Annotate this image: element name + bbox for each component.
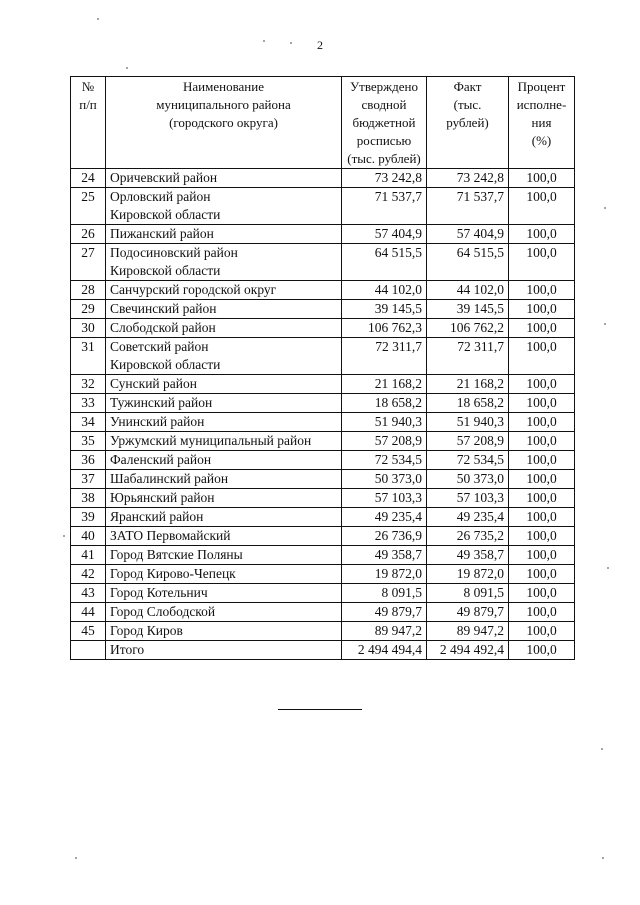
scan-speck xyxy=(75,857,77,859)
table-row xyxy=(71,169,575,188)
row-approved: 49 235,4 xyxy=(342,508,427,527)
table-header-row xyxy=(71,77,575,169)
scan-speck xyxy=(97,18,99,20)
table-row xyxy=(71,565,575,584)
row-name: Тужинский район xyxy=(106,394,342,413)
table-row xyxy=(71,584,575,603)
table-row xyxy=(71,244,575,281)
header-approved: Утверждено сводной бюджетной росписью (тыс. рублей) xyxy=(342,77,427,169)
table-row xyxy=(71,641,575,660)
row-number: 40 xyxy=(71,527,106,546)
row-number: 24 xyxy=(71,169,106,188)
row-approved: 57 103,3 xyxy=(342,489,427,508)
row-fact: 106 762,2 xyxy=(427,319,509,338)
row-percent: 100,0 xyxy=(509,641,575,660)
row-fact: 21 168,2 xyxy=(427,375,509,394)
table-row xyxy=(71,281,575,300)
row-fact: 26 735,2 xyxy=(427,527,509,546)
row-approved: 2 494 494,4 xyxy=(342,641,427,660)
row-approved: 51 940,3 xyxy=(342,413,427,432)
row-fact: 49 235,4 xyxy=(427,508,509,527)
row-approved: 39 145,5 xyxy=(342,300,427,319)
table-row xyxy=(71,527,575,546)
scan-speck xyxy=(602,857,604,859)
row-percent: 100,0 xyxy=(509,489,575,508)
row-name: Фаленский район xyxy=(106,451,342,470)
row-percent: 100,0 xyxy=(509,394,575,413)
scan-speck xyxy=(604,207,606,209)
row-number: 36 xyxy=(71,451,106,470)
row-number: 34 xyxy=(71,413,106,432)
header-fact: Факт (тыс. рублей) xyxy=(427,77,509,169)
row-percent: 100,0 xyxy=(509,300,575,319)
scan-speck xyxy=(601,748,603,750)
row-approved: 18 658,2 xyxy=(342,394,427,413)
scan-speck xyxy=(63,535,65,537)
row-name: Сунский район xyxy=(106,375,342,394)
row-percent: 100,0 xyxy=(509,432,575,451)
row-approved: 89 947,2 xyxy=(342,622,427,641)
row-name: ЗАТО Первомайский xyxy=(106,527,342,546)
header-num: № п/п xyxy=(71,77,106,169)
row-name: Яранский район xyxy=(106,508,342,527)
row-name: Свечинский район xyxy=(106,300,342,319)
row-percent: 100,0 xyxy=(509,375,575,394)
row-fact: 57 208,9 xyxy=(427,432,509,451)
row-number: 33 xyxy=(71,394,106,413)
row-name: Город Вятские Поляны xyxy=(106,546,342,565)
table-row xyxy=(71,188,575,225)
table-row xyxy=(71,319,575,338)
row-name: Унинский район xyxy=(106,413,342,432)
row-approved: 8 091,5 xyxy=(342,584,427,603)
row-percent: 100,0 xyxy=(509,281,575,300)
row-percent: 100,0 xyxy=(509,169,575,188)
row-number: 35 xyxy=(71,432,106,451)
scan-speck xyxy=(126,67,128,69)
row-approved: 50 373,0 xyxy=(342,470,427,489)
row-name: Город Кирово-Чепецк xyxy=(106,565,342,584)
table-row xyxy=(71,413,575,432)
row-number: 26 xyxy=(71,225,106,244)
row-fact: 89 947,2 xyxy=(427,622,509,641)
table-row xyxy=(71,394,575,413)
row-name: Советский район Кировской области xyxy=(106,338,342,375)
row-number: 37 xyxy=(71,470,106,489)
row-percent: 100,0 xyxy=(509,527,575,546)
row-fact: 8 091,5 xyxy=(427,584,509,603)
row-approved: 26 736,9 xyxy=(342,527,427,546)
row-number: 42 xyxy=(71,565,106,584)
row-fact: 73 242,8 xyxy=(427,169,509,188)
scan-speck xyxy=(607,567,609,569)
table-row xyxy=(71,546,575,565)
table-row xyxy=(71,432,575,451)
row-approved: 49 358,7 xyxy=(342,546,427,565)
row-number: 29 xyxy=(71,300,106,319)
row-name: Орловский район Кировской области xyxy=(106,188,342,225)
budget-execution-table xyxy=(70,76,575,660)
row-number: 27 xyxy=(71,244,106,281)
row-percent: 100,0 xyxy=(509,244,575,281)
row-approved: 49 879,7 xyxy=(342,603,427,622)
row-percent: 100,0 xyxy=(509,413,575,432)
row-fact: 64 515,5 xyxy=(427,244,509,281)
row-approved: 106 762,3 xyxy=(342,319,427,338)
row-number xyxy=(71,641,106,660)
row-fact: 72 534,5 xyxy=(427,451,509,470)
row-approved: 19 872,0 xyxy=(342,565,427,584)
row-fact: 71 537,7 xyxy=(427,188,509,225)
scan-speck xyxy=(263,40,265,42)
row-number: 45 xyxy=(71,622,106,641)
row-fact: 18 658,2 xyxy=(427,394,509,413)
row-fact: 51 940,3 xyxy=(427,413,509,432)
row-approved: 72 534,5 xyxy=(342,451,427,470)
row-name: Город Слободской xyxy=(106,603,342,622)
row-number: 41 xyxy=(71,546,106,565)
header-percent: Процент исполне- ния (%) xyxy=(509,77,575,169)
row-percent: 100,0 xyxy=(509,565,575,584)
row-approved: 57 208,9 xyxy=(342,432,427,451)
row-name: Оричевский район xyxy=(106,169,342,188)
row-name: Уржумский муниципальный район xyxy=(106,432,342,451)
scan-speck xyxy=(290,42,292,44)
row-percent: 100,0 xyxy=(509,225,575,244)
table-row xyxy=(71,622,575,641)
row-approved: 72 311,7 xyxy=(342,338,427,375)
table-row xyxy=(71,603,575,622)
table-row xyxy=(71,300,575,319)
row-percent: 100,0 xyxy=(509,508,575,527)
row-number: 38 xyxy=(71,489,106,508)
row-fact: 49 358,7 xyxy=(427,546,509,565)
row-fact: 2 494 492,4 xyxy=(427,641,509,660)
row-number: 32 xyxy=(71,375,106,394)
row-number: 28 xyxy=(71,281,106,300)
row-fact: 44 102,0 xyxy=(427,281,509,300)
row-name: Подосиновский район Кировской области xyxy=(106,244,342,281)
row-approved: 21 168,2 xyxy=(342,375,427,394)
row-number: 30 xyxy=(71,319,106,338)
row-percent: 100,0 xyxy=(509,319,575,338)
table-row xyxy=(71,375,575,394)
row-fact: 39 145,5 xyxy=(427,300,509,319)
row-fact: 19 872,0 xyxy=(427,565,509,584)
row-name: Санчурский городской округ xyxy=(106,281,342,300)
row-name: Юрьянский район xyxy=(106,489,342,508)
header-name: Наименование муниципального района (городского округа) xyxy=(106,77,342,169)
row-name: Город Киров xyxy=(106,622,342,641)
page-number: 2 xyxy=(317,38,323,52)
table-row xyxy=(71,451,575,470)
row-percent: 100,0 xyxy=(509,584,575,603)
row-approved: 57 404,9 xyxy=(342,225,427,244)
closing-line xyxy=(278,709,362,710)
row-fact: 49 879,7 xyxy=(427,603,509,622)
row-name: Итого xyxy=(106,641,342,660)
row-number: 43 xyxy=(71,584,106,603)
row-number: 31 xyxy=(71,338,106,375)
table-row xyxy=(71,489,575,508)
table-row xyxy=(71,338,575,375)
row-name: Город Котельнич xyxy=(106,584,342,603)
row-fact: 50 373,0 xyxy=(427,470,509,489)
table-body xyxy=(71,169,575,660)
row-name: Шабалинский район xyxy=(106,470,342,489)
table-row xyxy=(71,508,575,527)
row-name: Слободской район xyxy=(106,319,342,338)
row-approved: 44 102,0 xyxy=(342,281,427,300)
row-percent: 100,0 xyxy=(509,188,575,225)
row-fact: 57 404,9 xyxy=(427,225,509,244)
row-percent: 100,0 xyxy=(509,622,575,641)
row-number: 25 xyxy=(71,188,106,225)
table-row xyxy=(71,225,575,244)
row-number: 44 xyxy=(71,603,106,622)
row-fact: 57 103,3 xyxy=(427,489,509,508)
scan-speck xyxy=(604,323,606,325)
table-row xyxy=(71,470,575,489)
row-approved: 64 515,5 xyxy=(342,244,427,281)
row-fact: 72 311,7 xyxy=(427,338,509,375)
row-approved: 71 537,7 xyxy=(342,188,427,225)
row-percent: 100,0 xyxy=(509,451,575,470)
row-percent: 100,0 xyxy=(509,470,575,489)
row-number: 39 xyxy=(71,508,106,527)
row-percent: 100,0 xyxy=(509,338,575,375)
row-percent: 100,0 xyxy=(509,546,575,565)
row-name: Пижанский район xyxy=(106,225,342,244)
row-approved: 73 242,8 xyxy=(342,169,427,188)
row-percent: 100,0 xyxy=(509,603,575,622)
